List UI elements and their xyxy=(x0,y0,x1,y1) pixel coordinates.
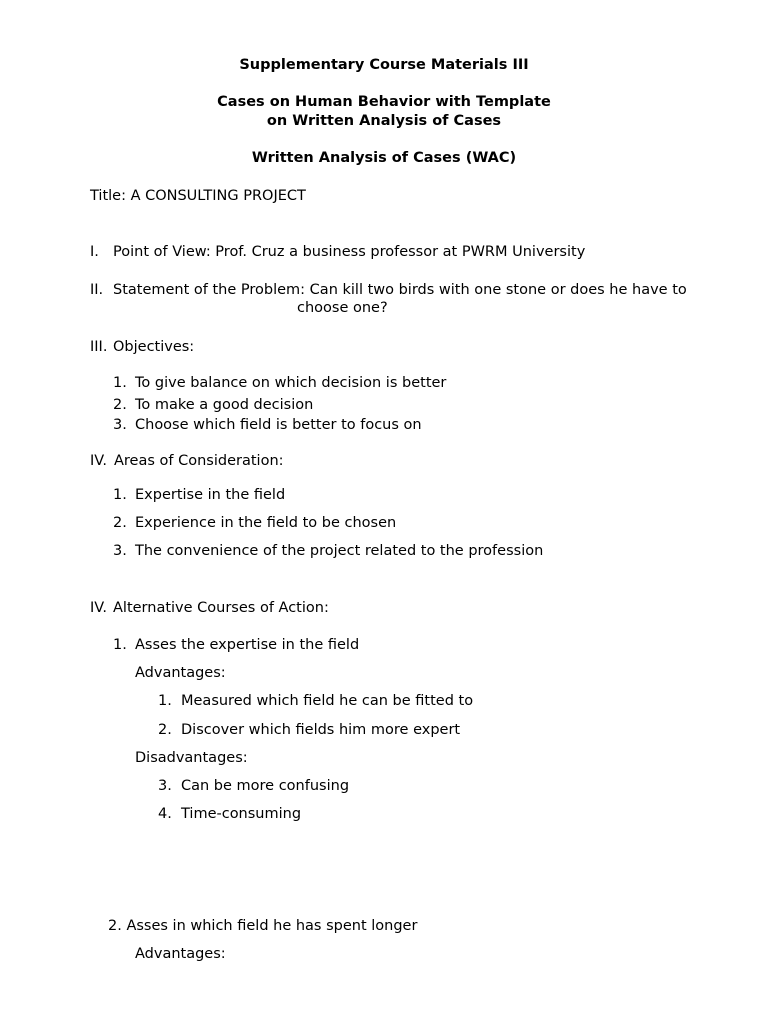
point-of-view-number: I. xyxy=(90,244,99,260)
list-item: 2. Asses in which field he has spent longer xyxy=(108,918,418,934)
list-item: The convenience of the project related to the profession xyxy=(135,543,544,559)
problem-text: Statement of the Problem: Can kill two birds with one stone or does he have to xyxy=(113,282,687,298)
list-item-number: 2. xyxy=(113,515,127,531)
point-of-view-text: Point of View: Prof. Cruz a business professor at PWRM University xyxy=(113,244,586,260)
advantages-label: Advantages: xyxy=(135,665,226,681)
problem-text-cont: choose one? xyxy=(297,300,388,316)
objectives-label: Objectives: xyxy=(113,339,195,355)
list-item: Expertise in the field xyxy=(135,487,286,503)
list-item-number: 1. xyxy=(113,487,127,503)
advantages-label: Advantages: xyxy=(135,946,226,962)
alternatives-label: Alternative Courses of Action: xyxy=(113,600,329,616)
list-item-number: 1. xyxy=(158,693,172,709)
document-subheading: Cases on Human Behavior with Template xyxy=(217,94,551,110)
list-item: Time-consuming xyxy=(181,806,302,822)
list-item-number: 3. xyxy=(113,417,127,433)
section-heading-wac: Written Analysis of Cases (WAC) xyxy=(251,150,517,166)
list-item: Can be more confusing xyxy=(181,778,350,794)
areas-label: Areas of Consideration: xyxy=(114,453,284,469)
disadvantages-label: Disadvantages: xyxy=(135,750,248,766)
list-item-number: 2. xyxy=(113,397,127,413)
alternatives-number: IV. xyxy=(90,600,107,616)
list-item: Discover which fields him more expert xyxy=(181,722,461,738)
list-item-number: 1. xyxy=(113,637,127,653)
list-item: To give balance on which decision is better xyxy=(135,375,447,391)
list-item: Choose which field is better to focus on xyxy=(135,417,422,433)
list-item: Measured which field he can be fitted to xyxy=(181,693,474,709)
case-title: Title: A CONSULTING PROJECT xyxy=(90,188,306,204)
list-item-number: 2. xyxy=(158,722,172,738)
list-item-number: 3. xyxy=(158,778,172,794)
list-item: To make a good decision xyxy=(135,397,314,413)
areas-number: IV. xyxy=(90,453,107,469)
document-heading: Supplementary Course Materials III xyxy=(239,57,529,73)
list-item-number: 4. xyxy=(158,806,172,822)
problem-number: II. xyxy=(90,282,104,298)
list-item-number: 1. xyxy=(113,375,127,391)
objectives-number: III. xyxy=(90,339,108,355)
document-subheading-cont: on Written Analysis of Cases xyxy=(266,113,502,129)
list-item: Asses the expertise in the field xyxy=(135,637,360,653)
list-item-number: 3. xyxy=(113,543,127,559)
list-item: Experience in the field to be chosen xyxy=(135,515,397,531)
